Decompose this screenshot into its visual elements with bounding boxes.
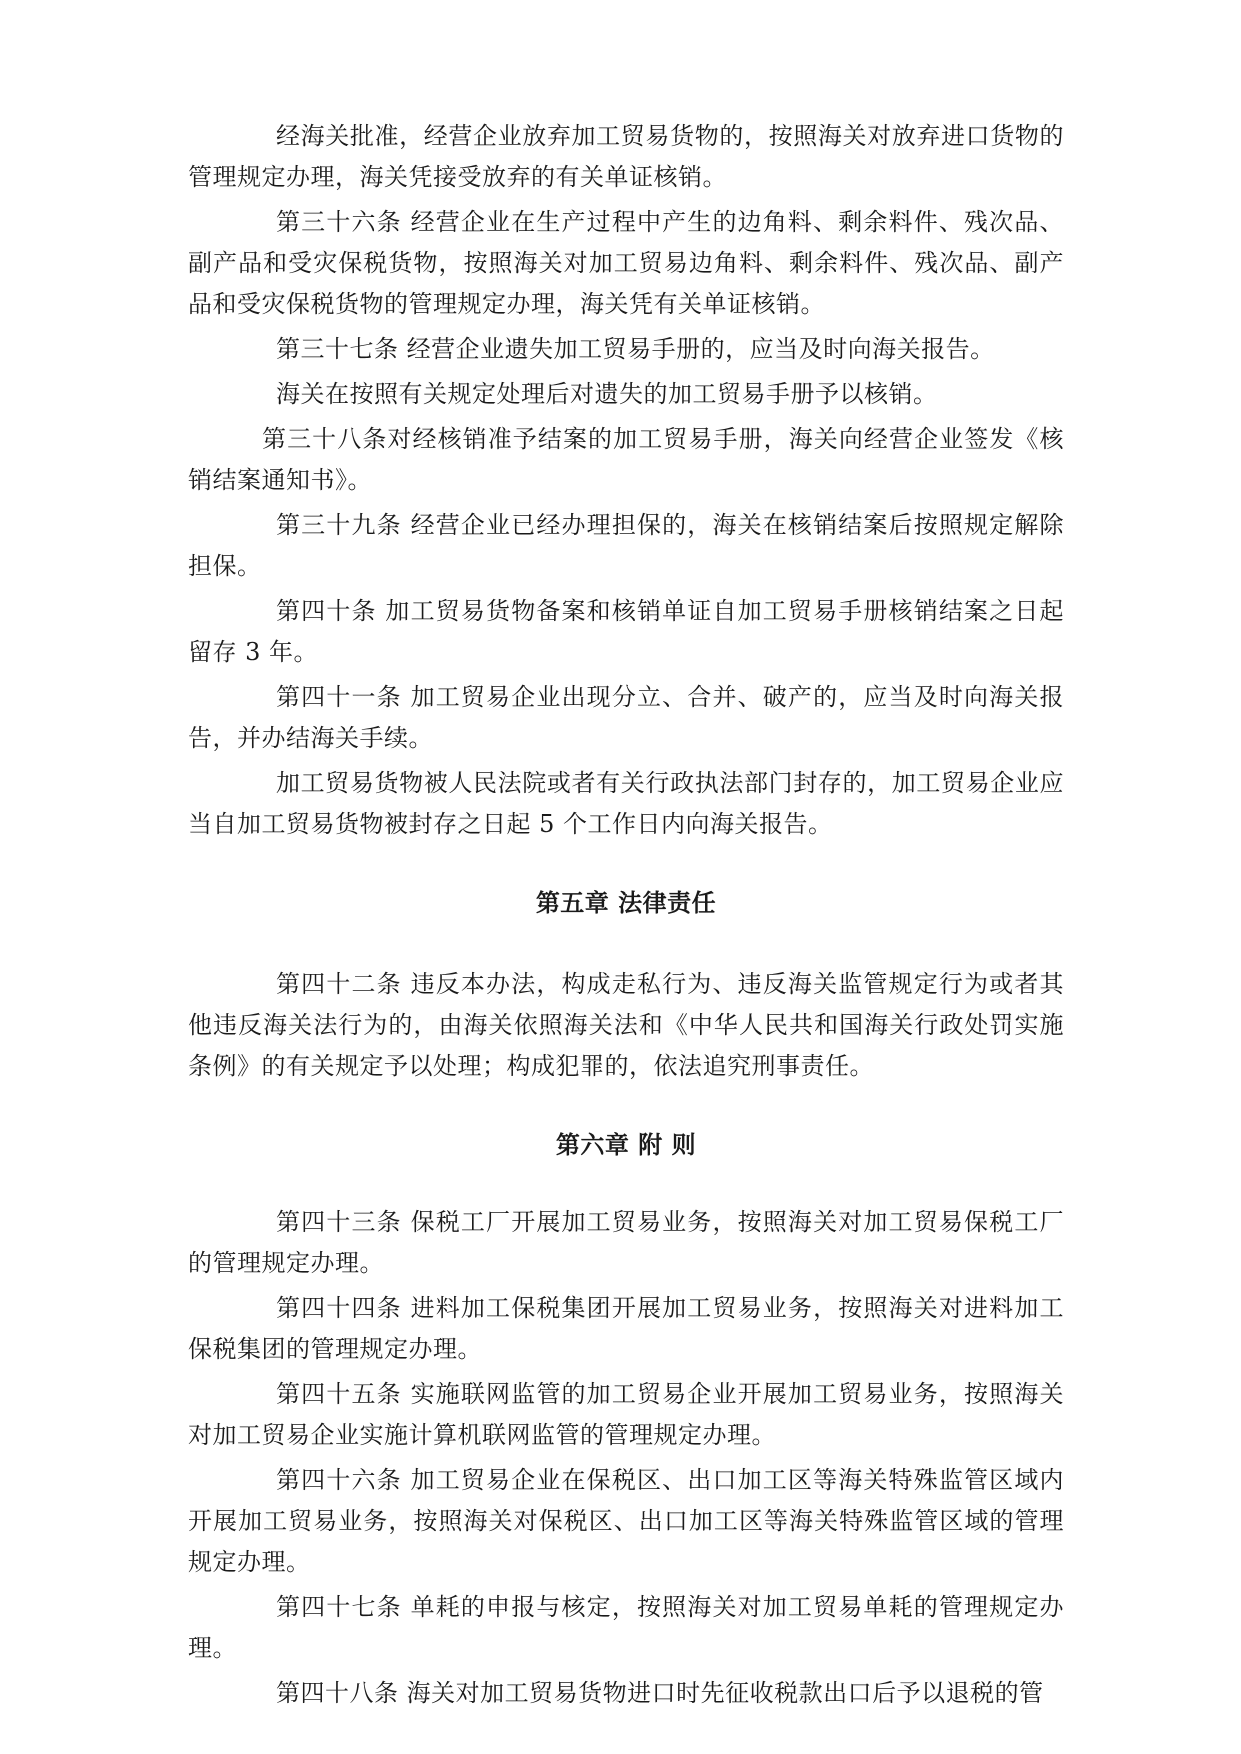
article-42: 第四十二条 违反本办法，构成走私行为、违反海关监管规定行为或者其他违反海关法行为的，由海关依照海关法和《中华人民共和国海关行政处罚实施条例》的有关规定予以处理；构成犯罪的，依法追究刑事责任。 — [188, 970, 1064, 1080]
article-36: 第三十六条 经营企业在生产过程中产生的边角料、剩余料件、残次品、副产品和受灾保税货物，按照海关对加工贸易边角料、剩余料件、残次品、副产品和受灾保税货物的管理规定办理，海关凭有关单证核销。 — [188, 208, 1064, 318]
article-38: 第三十八条对经核销准予结案的加工贸易手册，海关向经营企业签发《核销结案通知书》。 — [188, 425, 1064, 494]
chapter-5-title: 第五章 法律责任 — [535, 888, 717, 917]
paragraph-lost-manual: 海关在按照有关规定处理后对遗失的加工贸易手册予以核销。 — [276, 380, 938, 408]
document-page — [188, 116, 1064, 1718]
paragraph-sealed-goods: 加工贸易货物被人民法院或者有关行政执法部门封存的，加工贸易企业应当自加工贸易货物被封存之日起 5 个工作日内向海关报告。 — [188, 769, 1064, 838]
article-46: 第四十六条 加工贸易企业在保税区、出口加工区等海关特殊监管区域内开展加工贸易业务，按照海关对保税区、出口加工区等海关特殊监管区域的管理规定办理。 — [188, 1466, 1064, 1576]
paragraph-abandon-goods: 经海关批准，经营企业放弃加工贸易货物的，按照海关对放弃进口货物的管理规定办理，海关凭接受放弃的有关单证核销。 — [188, 122, 1064, 191]
article-37: 第三十七条 经营企业遗失加工贸易手册的，应当及时向海关报告。 — [276, 335, 995, 363]
article-45: 第四十五条 实施联网监管的加工贸易企业开展加工贸易业务，按照海关对加工贸易企业实施计算机联网监管的管理规定办理。 — [188, 1380, 1064, 1449]
article-48: 第四十八条 海关对加工贸易货物进口时先征收税款出口后予以退税的管 — [276, 1679, 1044, 1707]
article-47: 第四十七条 单耗的申报与核定，按照海关对加工贸易单耗的管理规定办理。 — [188, 1593, 1064, 1662]
article-43: 第四十三条 保税工厂开展加工贸易业务，按照海关对加工贸易保税工厂的管理规定办理。 — [188, 1208, 1064, 1277]
article-39: 第三十九条 经营企业已经办理担保的，海关在核销结案后按照规定解除担保。 — [188, 511, 1064, 580]
article-40: 第四十条 加工贸易货物备案和核销单证自加工贸易手册核销结案之日起留存 3 年。 — [188, 597, 1064, 666]
article-44: 第四十四条 进料加工保税集团开展加工贸易业务，按照海关对进料加工保税集团的管理规定办理。 — [188, 1294, 1064, 1363]
article-41: 第四十一条 加工贸易企业出现分立、合并、破产的，应当及时向海关报告，并办结海关手续。 — [188, 683, 1064, 752]
chapter-6-title: 第六章 附 则 — [555, 1130, 697, 1159]
